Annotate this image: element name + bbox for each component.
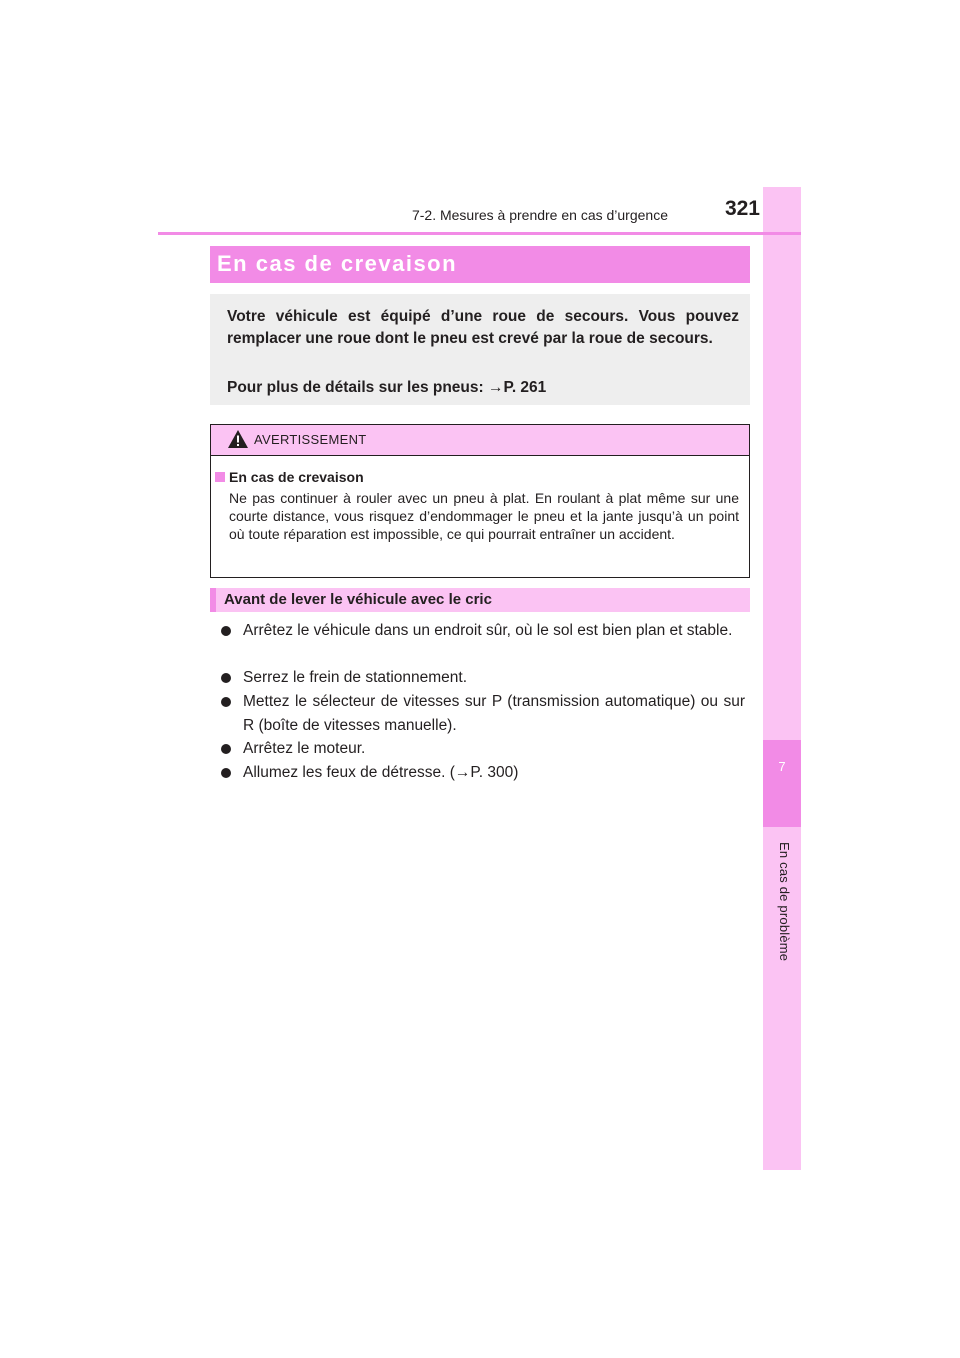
header-rule	[158, 232, 801, 235]
subsection-accent	[210, 588, 216, 612]
list-item: Arrêtez le véhicule dans un endroit sûr, où le sol est bien plan et stable.	[243, 622, 733, 639]
bullet-dot	[221, 697, 231, 707]
chapter-title: En cas de problème	[777, 842, 792, 962]
warning-item-body: Ne pas continuer à rouler avec un pneu à plat. En roulant à plat même sur une courte distance, vous risquez d’endommager le pneu et la jante jusqu’à un point où toute réparation est impossible, ce qui pourrait entraîner un accident.	[229, 490, 739, 542]
list-item: Allumez les feux de détresse. (→P. 300)	[243, 764, 519, 781]
warning-item-marker	[215, 472, 225, 482]
bullet-dot	[221, 673, 231, 683]
list-item: Mettez le sélecteur de vitesses sur P (transmission automatique) ou sur R (boîte de vitesses manuelle).	[243, 693, 745, 734]
bullet-dot	[221, 768, 231, 778]
list-item: Serrez le frein de stationnement.	[243, 669, 468, 686]
subsection-bar	[210, 588, 750, 612]
intro-paragraph: Votre véhicule est équipé d’une roue de secours. Vous pouvez remplacer une roue dont le pneu est crevé par la roue de secours.	[227, 308, 739, 347]
chapter-side-tab	[763, 187, 801, 1170]
warning-item-title: En cas de crevaison	[229, 469, 364, 485]
intro-reference: Pour plus de détails sur les pneus: →P. 261	[227, 379, 547, 396]
chapter-number-block	[763, 740, 801, 827]
bullet-dot	[221, 744, 231, 754]
chapter-number: 7	[778, 759, 786, 774]
section-title: En cas de crevaison	[217, 251, 458, 276]
warning-header	[211, 425, 749, 456]
page-number: 321	[724, 197, 760, 220]
bullet-dot	[221, 626, 231, 636]
warning-label: AVERTISSEMENT	[254, 432, 367, 447]
list-item: Arrêtez le moteur.	[243, 740, 366, 757]
warning-triangle-icon	[227, 429, 249, 449]
warning-box	[210, 424, 750, 578]
running-header: 7-2. Mesures à prendre en cas d’urgence	[411, 207, 668, 223]
subsection-title: Avant de lever le véhicule avec le cric	[224, 591, 492, 608]
